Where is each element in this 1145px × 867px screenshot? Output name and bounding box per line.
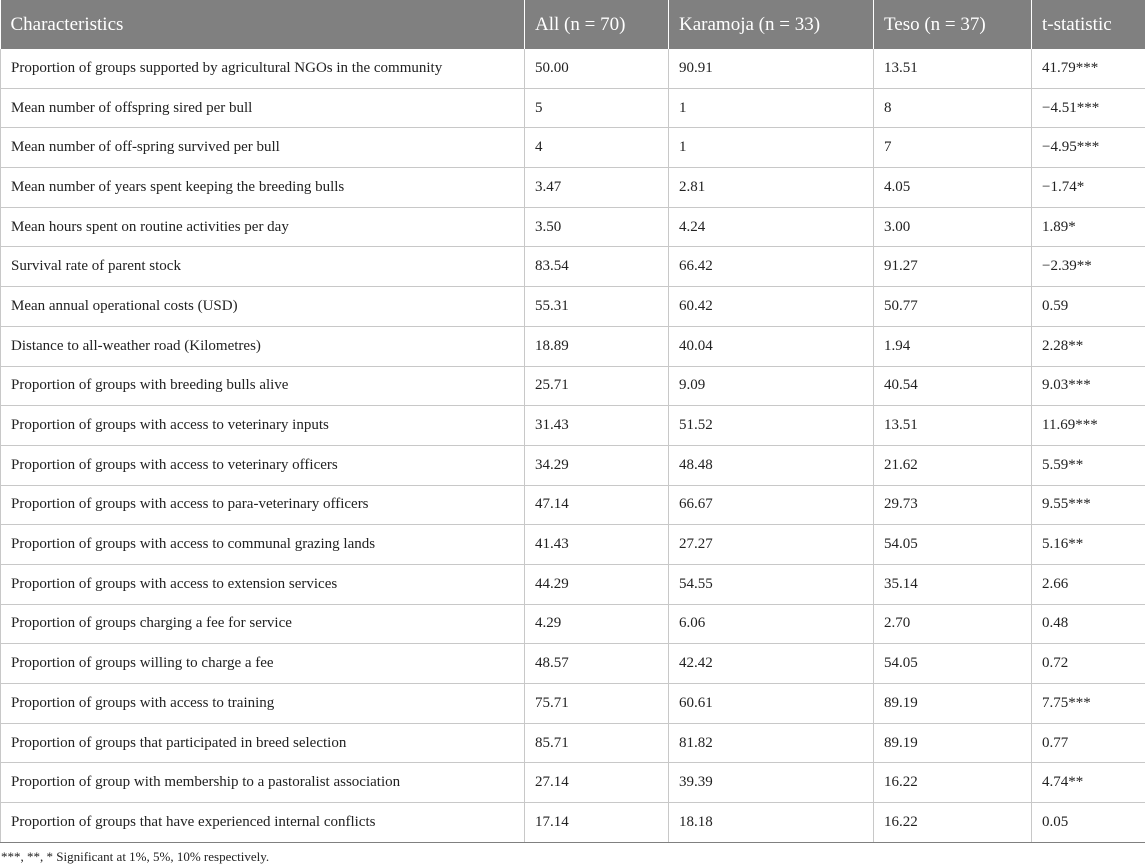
karamoja-cell: 48.48 [669, 445, 874, 485]
characteristic-cell: Proportion of groups with access to para-veterinary officers [1, 485, 525, 525]
characteristic-cell: Mean number of offspring sired per bull [1, 88, 525, 128]
header-t-statistic: t-statistic [1032, 0, 1145, 49]
all-cell: 85.71 [525, 723, 669, 763]
t-statistic-cell: 0.77 [1032, 723, 1145, 763]
karamoja-cell: 40.04 [669, 326, 874, 366]
all-cell: 27.14 [525, 763, 669, 803]
teso-cell: 54.05 [874, 525, 1032, 565]
karamoja-cell: 60.42 [669, 287, 874, 327]
table-row [1, 406, 1145, 446]
teso-cell: 89.19 [874, 684, 1032, 724]
characteristic-cell: Proportion of groups with access to communal grazing lands [1, 525, 525, 565]
teso-cell: 2.70 [874, 604, 1032, 644]
all-cell: 50.00 [525, 49, 669, 88]
table-body [1, 49, 1145, 842]
table-row [1, 525, 1145, 565]
characteristic-cell: Proportion of groups charging a fee for service [1, 604, 525, 644]
teso-cell: 16.22 [874, 803, 1032, 843]
teso-cell: 29.73 [874, 485, 1032, 525]
teso-cell: 13.51 [874, 49, 1032, 88]
all-cell: 55.31 [525, 287, 669, 327]
t-statistic-cell: 9.03*** [1032, 366, 1145, 406]
t-statistic-cell: 0.59 [1032, 287, 1145, 327]
characteristic-cell: Proportion of groups with breeding bulls alive [1, 366, 525, 406]
karamoja-cell: 66.67 [669, 485, 874, 525]
teso-cell: 89.19 [874, 723, 1032, 763]
karamoja-cell: 4.24 [669, 207, 874, 247]
karamoja-cell: 90.91 [669, 49, 874, 88]
karamoja-cell: 18.18 [669, 803, 874, 843]
all-cell: 3.47 [525, 168, 669, 208]
table-row [1, 564, 1145, 604]
teso-cell: 40.54 [874, 366, 1032, 406]
characteristic-cell: Proportion of groups with access to extension services [1, 564, 525, 604]
teso-cell: 4.05 [874, 168, 1032, 208]
characteristic-cell: Proportion of groups willing to charge a fee [1, 644, 525, 684]
table-footnote: ***, **, * Significant at 1%, 5%, 10% respectively. [1, 848, 270, 864]
teso-cell: 3.00 [874, 207, 1032, 247]
table-row [1, 128, 1145, 168]
teso-cell: 7 [874, 128, 1032, 168]
table-row [1, 684, 1145, 724]
characteristic-cell: Proportion of groups with access to veterinary officers [1, 445, 525, 485]
teso-cell: 21.62 [874, 445, 1032, 485]
teso-cell: 13.51 [874, 406, 1032, 446]
all-cell: 4 [525, 128, 669, 168]
all-cell: 44.29 [525, 564, 669, 604]
t-statistic-cell: 9.55*** [1032, 485, 1145, 525]
t-statistic-cell: −2.39** [1032, 247, 1145, 287]
t-statistic-cell: 5.59** [1032, 445, 1145, 485]
t-statistic-cell: 0.48 [1032, 604, 1145, 644]
characteristic-cell: Mean number of off-spring survived per bull [1, 128, 525, 168]
teso-cell: 91.27 [874, 247, 1032, 287]
table-row [1, 247, 1145, 287]
karamoja-cell: 9.09 [669, 366, 874, 406]
table-row [1, 763, 1145, 803]
karamoja-cell: 6.06 [669, 604, 874, 644]
karamoja-cell: 81.82 [669, 723, 874, 763]
characteristic-cell: Proportion of groups that participated in breed selection [1, 723, 525, 763]
characteristic-cell: Proportion of groups with access to training [1, 684, 525, 724]
teso-cell: 8 [874, 88, 1032, 128]
characteristic-cell: Mean hours spent on routine activities per day [1, 207, 525, 247]
characteristic-cell: Proportion of group with membership to a pastoralist association [1, 763, 525, 803]
karamoja-cell: 51.52 [669, 406, 874, 446]
all-cell: 47.14 [525, 485, 669, 525]
characteristic-cell: Distance to all-weather road (Kilometres) [1, 326, 525, 366]
karamoja-cell: 66.42 [669, 247, 874, 287]
karamoja-cell: 2.81 [669, 168, 874, 208]
t-statistic-cell: 5.16** [1032, 525, 1145, 565]
t-statistic-cell: 11.69*** [1032, 406, 1145, 446]
teso-cell: 50.77 [874, 287, 1032, 327]
table-row [1, 644, 1145, 684]
karamoja-cell: 27.27 [669, 525, 874, 565]
t-statistic-cell: 0.05 [1032, 803, 1145, 843]
table-row [1, 604, 1145, 644]
characteristic-cell: Proportion of groups supported by agricultural NGOs in the community [1, 49, 525, 88]
teso-cell: 16.22 [874, 763, 1032, 803]
t-statistic-cell: 2.28** [1032, 326, 1145, 366]
characteristic-cell: Proportion of groups that have experienced internal conflicts [1, 803, 525, 843]
all-cell: 3.50 [525, 207, 669, 247]
t-statistic-cell: −4.51*** [1032, 88, 1145, 128]
all-cell: 25.71 [525, 366, 669, 406]
t-statistic-cell: 41.79*** [1032, 49, 1145, 88]
table-row [1, 485, 1145, 525]
table-row [1, 366, 1145, 406]
t-statistic-cell: −1.74* [1032, 168, 1145, 208]
header-all: All (n = 70) [525, 0, 669, 49]
karamoja-cell: 54.55 [669, 564, 874, 604]
table-row [1, 445, 1145, 485]
all-cell: 4.29 [525, 604, 669, 644]
t-statistic-cell: 4.74** [1032, 763, 1145, 803]
t-statistic-cell: 0.72 [1032, 644, 1145, 684]
characteristic-cell: Mean number of years spent keeping the breeding bulls [1, 168, 525, 208]
characteristic-cell: Mean annual operational costs (USD) [1, 287, 525, 327]
karamoja-cell: 39.39 [669, 763, 874, 803]
all-cell: 34.29 [525, 445, 669, 485]
table-row [1, 88, 1145, 128]
table-row [1, 287, 1145, 327]
table-row [1, 49, 1145, 88]
characteristic-cell: Survival rate of parent stock [1, 247, 525, 287]
table-row [1, 207, 1145, 247]
teso-cell: 35.14 [874, 564, 1032, 604]
all-cell: 17.14 [525, 803, 669, 843]
teso-cell: 1.94 [874, 326, 1032, 366]
teso-cell: 54.05 [874, 644, 1032, 684]
characteristic-cell: Proportion of groups with access to veterinary inputs [1, 406, 525, 446]
karamoja-cell: 1 [669, 128, 874, 168]
header-karamoja: Karamoja (n = 33) [669, 0, 874, 49]
karamoja-cell: 60.61 [669, 684, 874, 724]
all-cell: 83.54 [525, 247, 669, 287]
all-cell: 31.43 [525, 406, 669, 446]
table-row [1, 168, 1145, 208]
all-cell: 75.71 [525, 684, 669, 724]
karamoja-cell: 42.42 [669, 644, 874, 684]
header-teso: Teso (n = 37) [874, 0, 1032, 49]
header-characteristics: Characteristics [1, 0, 525, 49]
all-cell: 48.57 [525, 644, 669, 684]
table-row [1, 326, 1145, 366]
all-cell: 5 [525, 88, 669, 128]
header-row [1, 0, 1145, 49]
table-row [1, 803, 1145, 843]
all-cell: 18.89 [525, 326, 669, 366]
t-statistic-cell: 1.89* [1032, 207, 1145, 247]
t-statistic-cell: 2.66 [1032, 564, 1145, 604]
all-cell: 41.43 [525, 525, 669, 565]
table-row [1, 723, 1145, 763]
t-statistic-cell: 7.75*** [1032, 684, 1145, 724]
karamoja-cell: 1 [669, 88, 874, 128]
t-statistic-cell: −4.95*** [1032, 128, 1145, 168]
